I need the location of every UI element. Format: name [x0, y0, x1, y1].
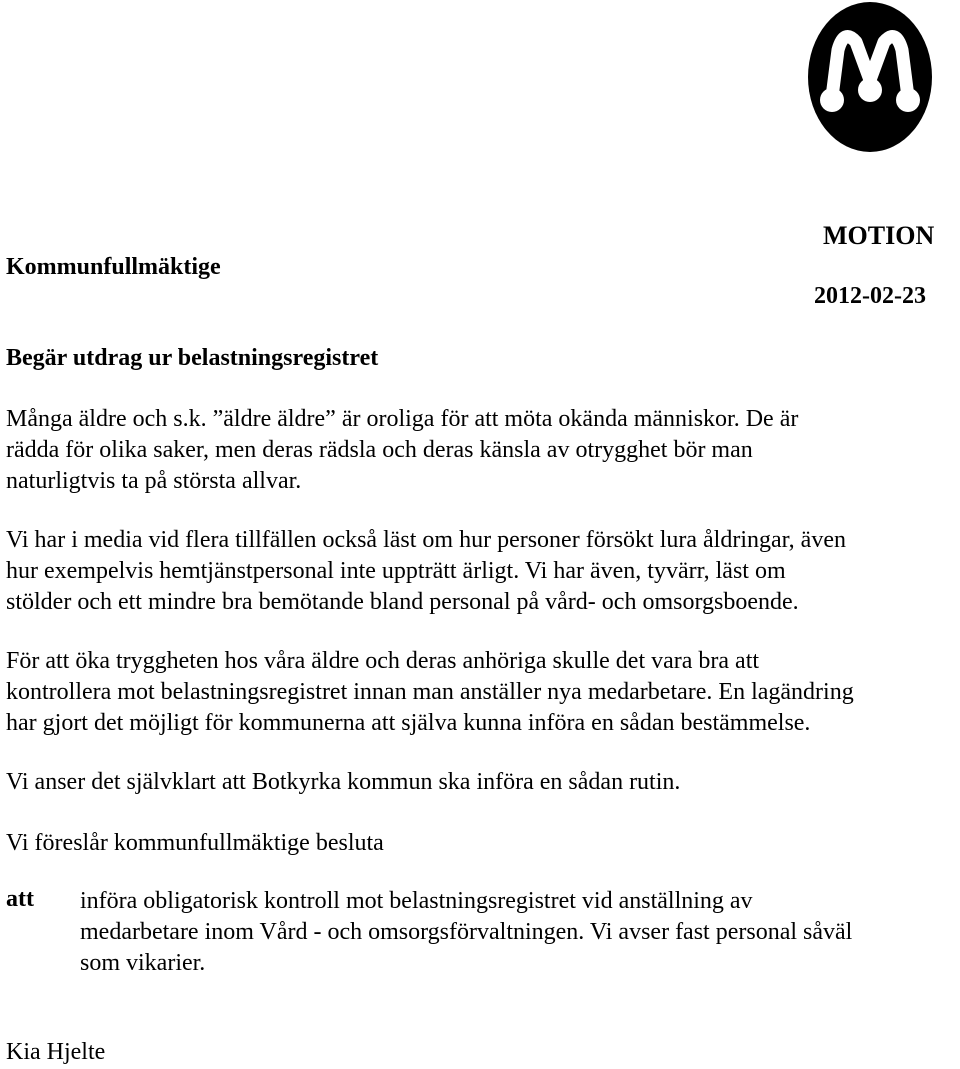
- recipient: Kommunfullmäktige: [6, 254, 221, 280]
- paragraph-1: [6, 404, 946, 497]
- proposal-line: införa obligatorisk kontroll mot belastningsregistret vid anställning av: [80, 888, 753, 914]
- paragraph-4: [6, 767, 946, 798]
- paragraph-line: stölder och ett mindre bra bemötande bland personal på vård- och omsorgsboende.: [6, 589, 799, 615]
- paragraph-line: För att öka tryggheten hos våra äldre och deras anhöriga skulle det vara bra att: [6, 648, 760, 674]
- paragraph-line: Vi har i media vid flera tillfällen också läst om hur personer försökt lura åldringar, även: [6, 527, 846, 553]
- paragraph-line: naturligtvis ta på största allvar.: [6, 468, 302, 494]
- paragraph-line: har gjort det möjligt för kommunerna att själva kunna införa en sådan bestämmelse.: [6, 710, 811, 736]
- proposal-line: medarbetare inom Vård - och omsorgsförvaltningen. Vi avser fast personal såväl: [80, 919, 853, 945]
- proposal-line: som vikarier.: [80, 950, 206, 976]
- signature: Kia Hjelte: [6, 1039, 106, 1065]
- paragraph-line: Vi anser det självklart att Botkyrka kommun ska införa en sådan rutin.: [6, 769, 681, 795]
- paragraph-3: [6, 646, 946, 739]
- motion-heading: Begär utdrag ur belastningsregistret: [6, 345, 379, 371]
- paragraph-line: Vi föreslår kommunfullmäktige besluta: [6, 830, 384, 856]
- paragraph-line: hur exempelvis hemtjänstpersonal inte uppträtt ärligt. Vi har även, tyvärr, läst om: [6, 558, 786, 584]
- proposal-label: att: [6, 886, 34, 912]
- paragraph-line: Många äldre och s.k. ”äldre äldre” är oroliga för att möta okända människor. De är: [6, 406, 799, 432]
- document-type: MOTION: [823, 221, 935, 250]
- party-logo-m-icon: [808, 2, 932, 152]
- paragraph-5: [6, 828, 946, 859]
- proposal-text: [80, 886, 950, 979]
- paragraph-line: kontrollera mot belastningsregistret innan man anställer nya medarbetare. En lagändring: [6, 679, 854, 705]
- document-date: 2012-02-23: [814, 283, 926, 309]
- paragraph-line: rädda för olika saker, men deras rädsla och deras känsla av otrygghet bör man: [6, 437, 753, 463]
- paragraph-2: [6, 525, 946, 618]
